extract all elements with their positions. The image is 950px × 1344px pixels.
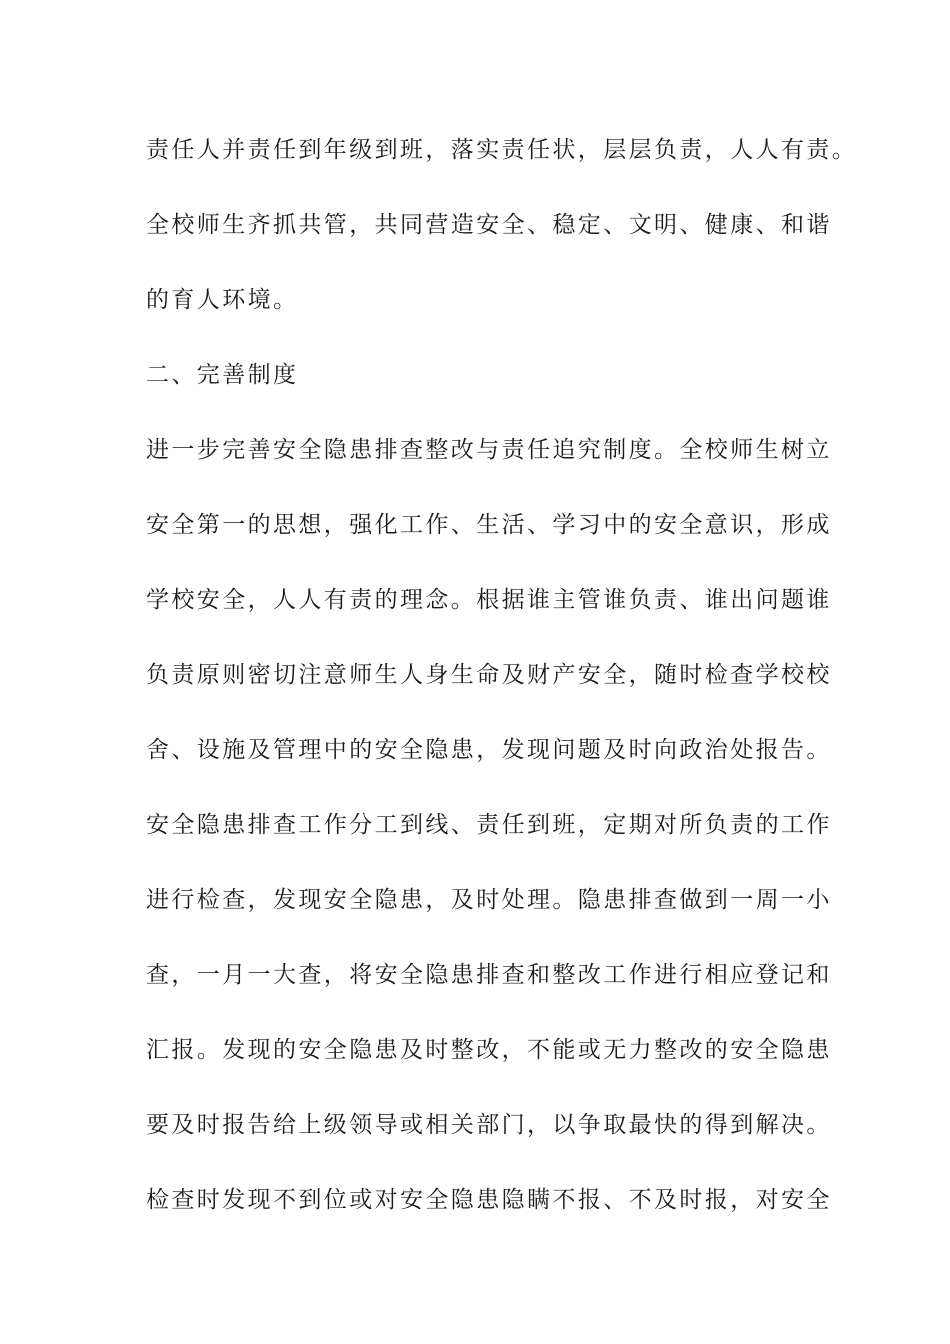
text-line-3: 的育人环境。 xyxy=(146,287,299,313)
text-line-5: 进一步完善安全隐患排查整改与责任追究制度。全校师生树立 xyxy=(146,437,832,463)
text-line-14: 要及时报告给上级领导或相关部门，以争取最快的得到解决。 xyxy=(146,1112,832,1138)
text-line-13: 汇报。发现的安全隐患及时整改，不能或无力整改的安全隐患 xyxy=(146,1037,832,1063)
text-line-15: 检查时发现不到位或对安全隐患隐瞒不报、不及时报，对安全 xyxy=(146,1187,832,1213)
text-line-1: 责任人并责任到年级到班，落实责任状，层层负责，人人有责。 xyxy=(146,137,858,163)
text-line-8: 负责原则密切注意师生人身生命及财产安全，随时检查学校校 xyxy=(146,662,832,688)
section-heading: 二、完善制度 xyxy=(146,362,299,388)
text-line-7: 学校安全，人人有责的理念。根据谁主管谁负责、谁出问题谁 xyxy=(146,587,832,613)
text-line-11: 进行检查，发现安全隐患，及时处理。隐患排查做到一周一小 xyxy=(146,887,832,913)
text-line-2: 全校师生齐抓共管，共同营造安全、稳定、文明、健康、和谐 xyxy=(146,212,832,238)
text-line-12: 查，一月一大查，将安全隐患排查和整改工作进行相应登记和 xyxy=(146,962,832,988)
text-line-6: 安全第一的思想，强化工作、生活、学习中的安全意识，形成 xyxy=(146,512,832,538)
text-line-9: 舍、设施及管理中的安全隐患，发现问题及时向政治处报告。 xyxy=(146,737,832,763)
text-line-10: 安全隐患排查工作分工到线、责任到班，定期对所负责的工作 xyxy=(146,812,832,838)
